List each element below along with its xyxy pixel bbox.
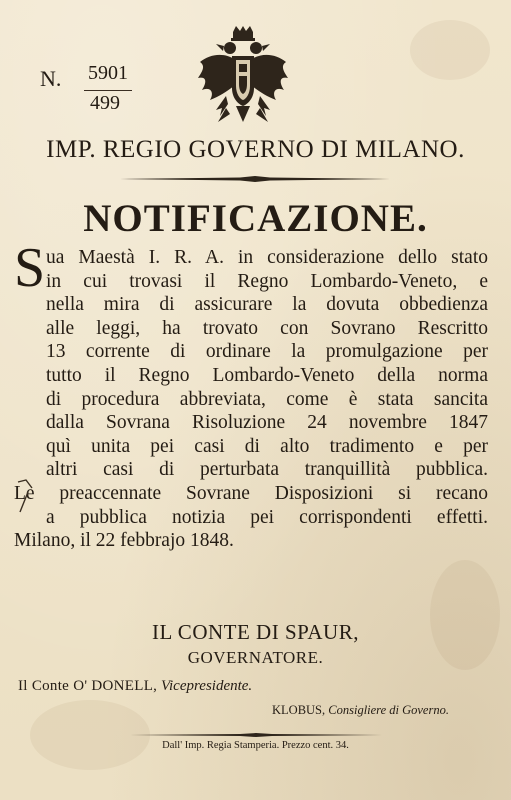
document-title: NOTIFICAZIONE. (83, 197, 428, 240)
vice-president-title: Vicepresidente. (160, 678, 253, 694)
handwritten-margin-mark (14, 478, 38, 518)
drop-cap: S (14, 237, 46, 299)
body-line: in cui trovasi il Regno Lombardo-Veneto, e (46, 270, 488, 292)
body-line: altri casi di perturbata tranquillità pubblica. (46, 459, 488, 481)
number-bottom: 499 (90, 92, 120, 114)
decorative-rule (120, 176, 390, 182)
body-line: a pubblica notizia pei corrispondenti effetti. (46, 506, 488, 528)
paper-stain (410, 20, 490, 80)
number-label: N. (40, 66, 62, 91)
issuing-authority: IMP. REGIO GOVERNO DI MILANO. (46, 136, 465, 163)
body-line: ua Maestà I. R. A. in considerazione dello stato (46, 247, 488, 268)
body-line: di procedura abbreviata, come è stata sancita (46, 388, 488, 410)
body-line: 13 corrente di ordinare la promulgazione per (46, 341, 488, 363)
number-fraction-line (84, 90, 132, 91)
vice-president-line (18, 678, 252, 695)
printer-imprint: Dall' Imp. Regia Stamperia. Prezzo cent. 34. (162, 740, 349, 751)
date-line: Milano, il 22 febbrajo 1848. (14, 530, 234, 552)
governor-role: GOVERNATORE. (187, 648, 324, 667)
body-line: alle leggi, ha trovato con Sovrano Rescritto (46, 317, 488, 339)
body-line: Le preaccennate Sovrane Disposizioni si recano (14, 482, 488, 504)
proclamation-body (14, 246, 488, 553)
councillor-line (272, 703, 449, 718)
councillor-title: Consigliere di Governo. (328, 703, 449, 717)
number-top: 5901 (88, 62, 128, 84)
footer-rule (130, 733, 382, 737)
protocol-number (40, 62, 140, 122)
body-line: quì unita pei casi di alto tradimento e per (46, 435, 488, 457)
councillor-name: KLOBUS, (272, 703, 326, 717)
governor-signature: IL CONTE DI SPAUR, (152, 620, 359, 644)
body-line: nella mira di assicurare la dovuta obbedienza (46, 294, 488, 316)
body-line: dalla Sovrana Risoluzione 24 novembre 1847 (46, 412, 488, 434)
vice-president-name: Il Conte O' DONELL, (18, 678, 158, 694)
body-line: tutto il Regno Lombardo-Veneto della norma (46, 364, 488, 386)
double-headed-eagle-icon (196, 26, 290, 130)
